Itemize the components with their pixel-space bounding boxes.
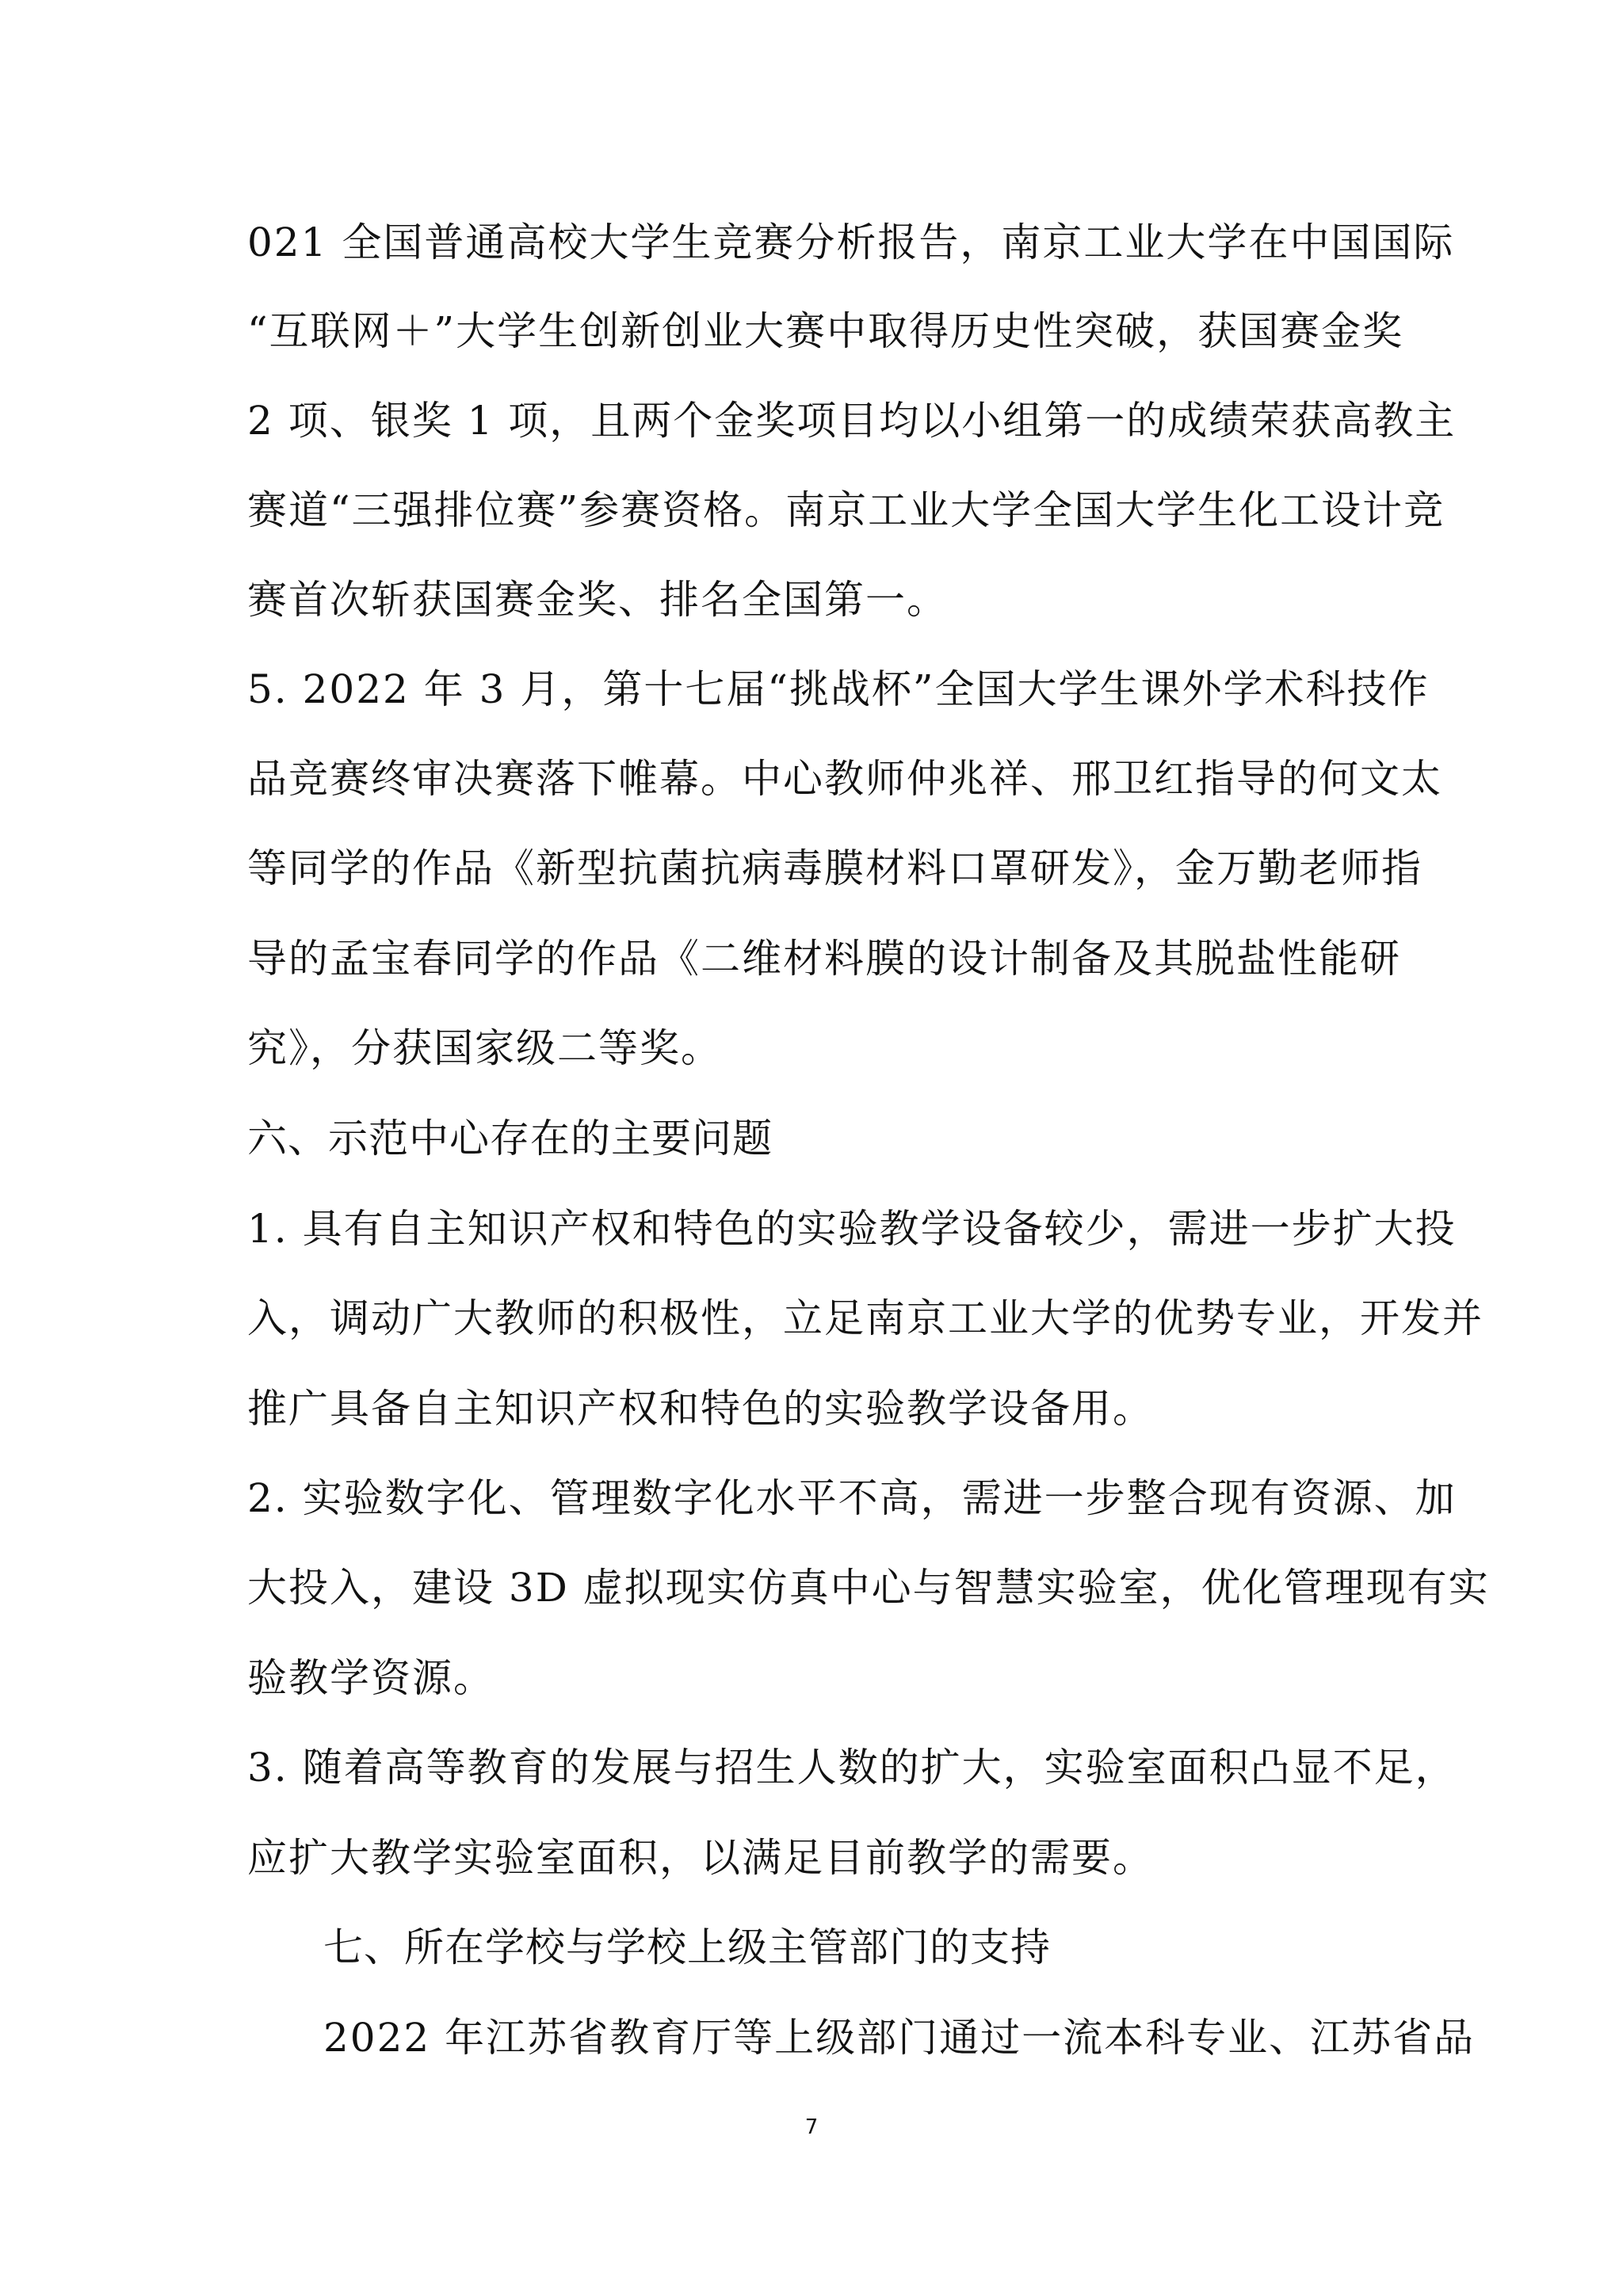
body-line: 究》，分获国家级二等奖。 xyxy=(247,1025,722,1071)
page-number: 7 xyxy=(804,2115,819,2139)
issue-line: 大投入，建设 3D 虚拟现实仿真中心与智慧实验室，优化管理现有实 xyxy=(247,1565,1490,1611)
body-line: 5. 2022 年 3 月，第十七届“挑战杯”全国大学生课外学术科技作 xyxy=(247,666,1430,712)
body-line: 赛首次斩获国赛金奖、排名全国第一。 xyxy=(247,577,948,623)
issue-line: 2. 实验数字化、管理数字化水平不高，需进一步整合现有资源、加 xyxy=(247,1475,1457,1521)
issue-line: 推广具备自主知识产权和特色的实验教学设备用。 xyxy=(247,1386,1154,1432)
body-line: 2 项、银奖 1 项，且两个金奖项目均以小组第一的成绩荣获高教主 xyxy=(247,398,1457,444)
body-line: 导的孟宝春同学的作品《二维材料膜的设计制备及其脱盐性能研 xyxy=(247,936,1401,982)
section-heading-7: 七、所在学校与学校上级主管部门的支持 xyxy=(323,1924,1051,1970)
section-heading-6: 六、示范中心存在的主要问题 xyxy=(247,1116,773,1161)
body-line: 2022 年江苏省教育厅等上级部门通过一流本科专业、江苏省品 xyxy=(323,2015,1476,2061)
body-line: 品竞赛终审决赛落下帷幕。中心教师仲兆祥、邢卫红指导的何文太 xyxy=(247,756,1442,802)
issue-line: 3. 随着高等教育的发展与招生人数的扩大，实验室面积凸显不足， xyxy=(247,1745,1457,1791)
body-line: 赛道“三强排位赛”参赛资格。南京工业大学全国大学生化工设计竞 xyxy=(247,487,1445,533)
issue-line: 验教学资源。 xyxy=(247,1655,495,1701)
issue-line: 入，调动广大教师的积极性，立足南京工业大学的优势专业，开发并 xyxy=(247,1295,1484,1341)
body-line: “互联网＋”大学生创新创业大赛中取得历史性突破，获国赛金奖 xyxy=(247,308,1404,354)
body-line: 021 全国普通高校大学生竞赛分析报告，南京工业大学在中国国际 xyxy=(247,219,1455,265)
body-line: 等同学的作品《新型抗菌抗病毒膜材料口罩研发》，金万勤老师指 xyxy=(247,845,1423,891)
issue-line: 应扩大教学实验室面积，以满足目前教学的需要。 xyxy=(247,1835,1154,1881)
issue-line: 1. 具有自主知识产权和特色的实验教学设备较少，需进一步扩大投 xyxy=(247,1206,1457,1252)
